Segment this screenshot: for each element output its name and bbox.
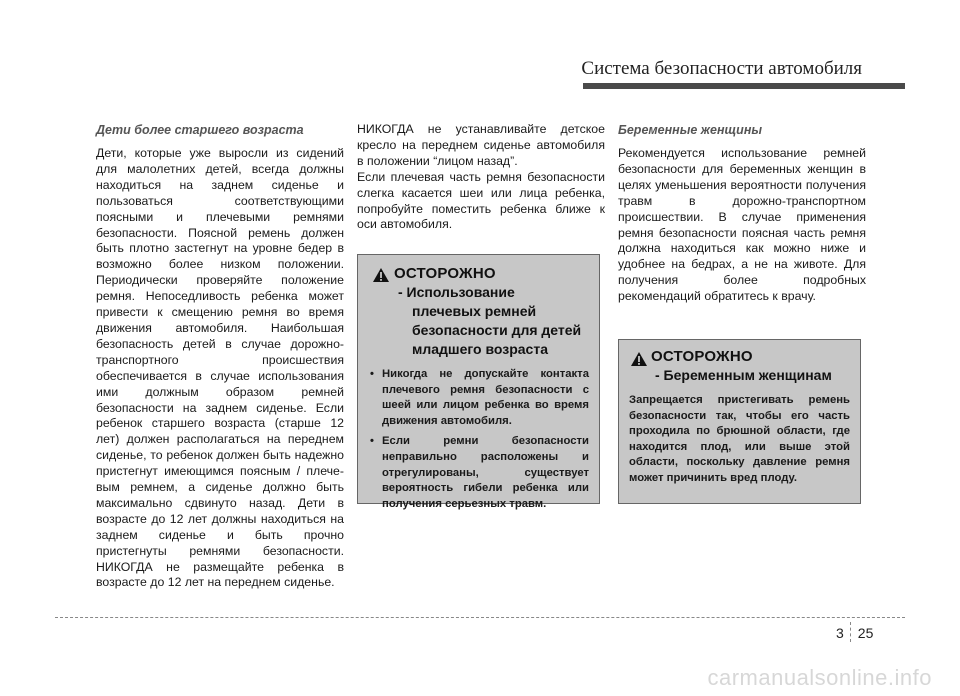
page-number-separator xyxy=(850,622,852,642)
column-middle xyxy=(357,122,605,233)
warning-subtitle-line2: плечевых ремней xyxy=(412,303,537,319)
warning-box-children xyxy=(357,254,600,510)
warning-triangle-icon xyxy=(372,267,390,283)
warning-list-item: • Никогда не допускайте контакта плечевого ремня безопасности с шеей или лицом ребенка во время движения автомобиля. xyxy=(370,367,589,429)
warning-title: ОСТОРОЖНО xyxy=(651,348,753,365)
section-heading-pregnant-women: Беременные женщины xyxy=(618,123,763,137)
warning-header xyxy=(619,340,860,385)
header-bar xyxy=(583,83,905,89)
warning-triangle-icon xyxy=(630,351,648,367)
column-right xyxy=(618,122,866,305)
page-number xyxy=(836,622,873,642)
warning-title: ОСТОРОЖНО xyxy=(394,265,496,282)
warning-subtitle xyxy=(394,283,591,359)
shoulder-belt-paragraph: Если плечевая часть ремня безопасности слегка касается шеи или лица ребенка, попробуйте поместить ребенка ближе к оси автомобиля. xyxy=(357,169,605,232)
page-number-value: 25 xyxy=(857,625,874,641)
older-children-paragraph: Дети, которые уже выросли из сидений для малолетних детей, всегда должны находиться на заднем сиденье и пользоваться соответствующими поясными и плечевыми ремнями безопасности. Поясной ремень должен быть плотно застегнут на уровне бедер в возможно более низком положении. Периодически проверяйте положение ремня. Непоседливость ребенка может привести к смещению ремня во время движения автомобиля. Наибольшая безопасность детей в случае дорожно-транспортного происшествия обеспечивается в случае использования ими должным образом ремней безопасности на заднем сиденье. Если ребенок старшего возраста (старше 12 лет) должен располагаться на переднем сиденье, то ребенок должен быть надежно пристегнут имеющимся поясным / плечевым ремнем, а сиденье должно быть максимально сдвинуто назад. Дети в возрасте до 12 лет должны находиться на заднем сиденье и быть прочно пристегнуты ремнями безопасности. НИКОГДА не размещайте ребенка в возрасте до 12 лет на переднем сиденье. xyxy=(96,146,344,590)
page-header-title: Система безопасности автомобиля xyxy=(581,58,862,79)
section-heading-older-children: Дети более старшего возраста xyxy=(96,123,304,137)
watermark: carmanualsonline.info xyxy=(707,665,932,690)
pregnant-women-paragraph: Рекомендуется использование ремней безопасности для беременных женщин в целях уменьшения вероятности получения травм в дорожно-транспортном происшествии. В случае применения ремня безопасности поясная часть ремня должна находиться как можно ниже и удобнее на бедрах, а не на животе. Для получения более подробных рекомендаций обратитесь к врачу. xyxy=(618,146,866,304)
warning-subtitle: - Беременным женщинам xyxy=(655,367,832,383)
warning-subtitle-line4: младшего возраста xyxy=(412,341,548,357)
warning-list xyxy=(358,367,599,512)
warning-body: Запрещается пристегивать ремень безопасности так, чтобы его часть проходила по брюшной области, где находится плод, или выше этой области, поскольку давление ремня может причинить вред плоду. xyxy=(629,394,850,484)
warning-subtitle-line1: - Использование xyxy=(398,284,515,300)
warning-header xyxy=(358,255,599,359)
column-left xyxy=(96,122,344,591)
warning-list-item: • Если ремни безопасности неправильно расположены и отрегулированы, существует вероятность гибели ребенка или получения серьезных травм. xyxy=(370,434,589,512)
warning-box-pregnant xyxy=(618,339,861,504)
warning-subtitle-line3: безопасности для детей xyxy=(412,322,582,338)
chapter-number: 3 xyxy=(836,625,844,641)
rear-facing-seat-paragraph: НИКОГДА не устанавливайте детское кресло на переднем сиденье автомобиля в положении “лицом назад”. xyxy=(357,122,605,168)
footer-divider xyxy=(55,617,905,618)
